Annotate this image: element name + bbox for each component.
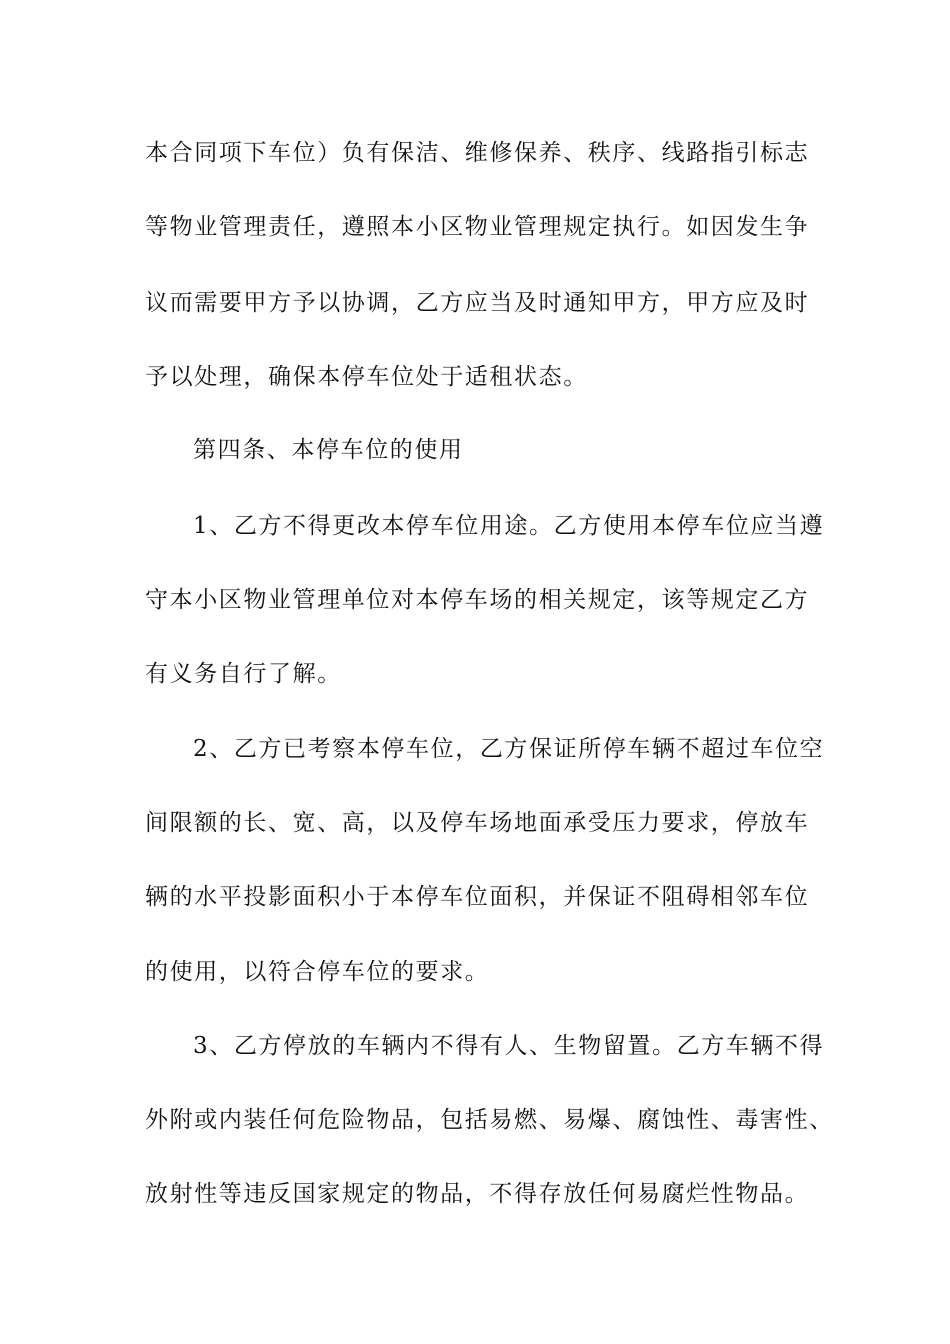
text-line-1: 本合同项下车位）负有保洁、维修保养、秩序、线路指引标志 bbox=[145, 140, 810, 166]
text-line-8: 有义务自行了解。 bbox=[145, 661, 342, 687]
text-line-10: 间限额的长、宽、高，以及停车场地面承受压力要求，停放车 bbox=[145, 810, 810, 836]
text-line-11: 辆的水平投影面积小于本停车位面积，并保证不阻碍相邻车位 bbox=[145, 884, 810, 910]
text-line-7: 守本小区物业管理单位对本停车场的相关规定，该等规定乙方 bbox=[145, 587, 810, 613]
text-line-12: 的使用，以符合停车位的要求。 bbox=[145, 959, 490, 985]
text-line-15: 放射性等违反国家规定的物品，不得存放任何易腐烂性物品。 bbox=[145, 1181, 810, 1207]
text-line-13: 3、乙方停放的车辆内不得有人、生物留置。乙方车辆不得 bbox=[193, 1033, 825, 1059]
text-line-2: 等物业管理责任，遵照本小区物业管理规定执行。如因发生争 bbox=[145, 214, 810, 240]
section-heading: 第四条、本停车位的使用 bbox=[193, 437, 464, 463]
text-line-6: 1、乙方不得更改本停车位用途。乙方使用本停车位应当遵 bbox=[193, 513, 825, 539]
text-line-4: 予以处理，确保本停车位处于适租状态。 bbox=[145, 364, 588, 390]
text-line-3: 议而需要甲方予以协调，乙方应当及时通知甲方，甲方应及时 bbox=[145, 290, 810, 316]
text-line-9: 2、乙方已考察本停车位，乙方保证所停车辆不超过车位空 bbox=[193, 736, 825, 762]
text-line-14: 外附或内装任何危险物品，包括易燃、易爆、腐蚀性、毒害性、 bbox=[145, 1107, 834, 1133]
